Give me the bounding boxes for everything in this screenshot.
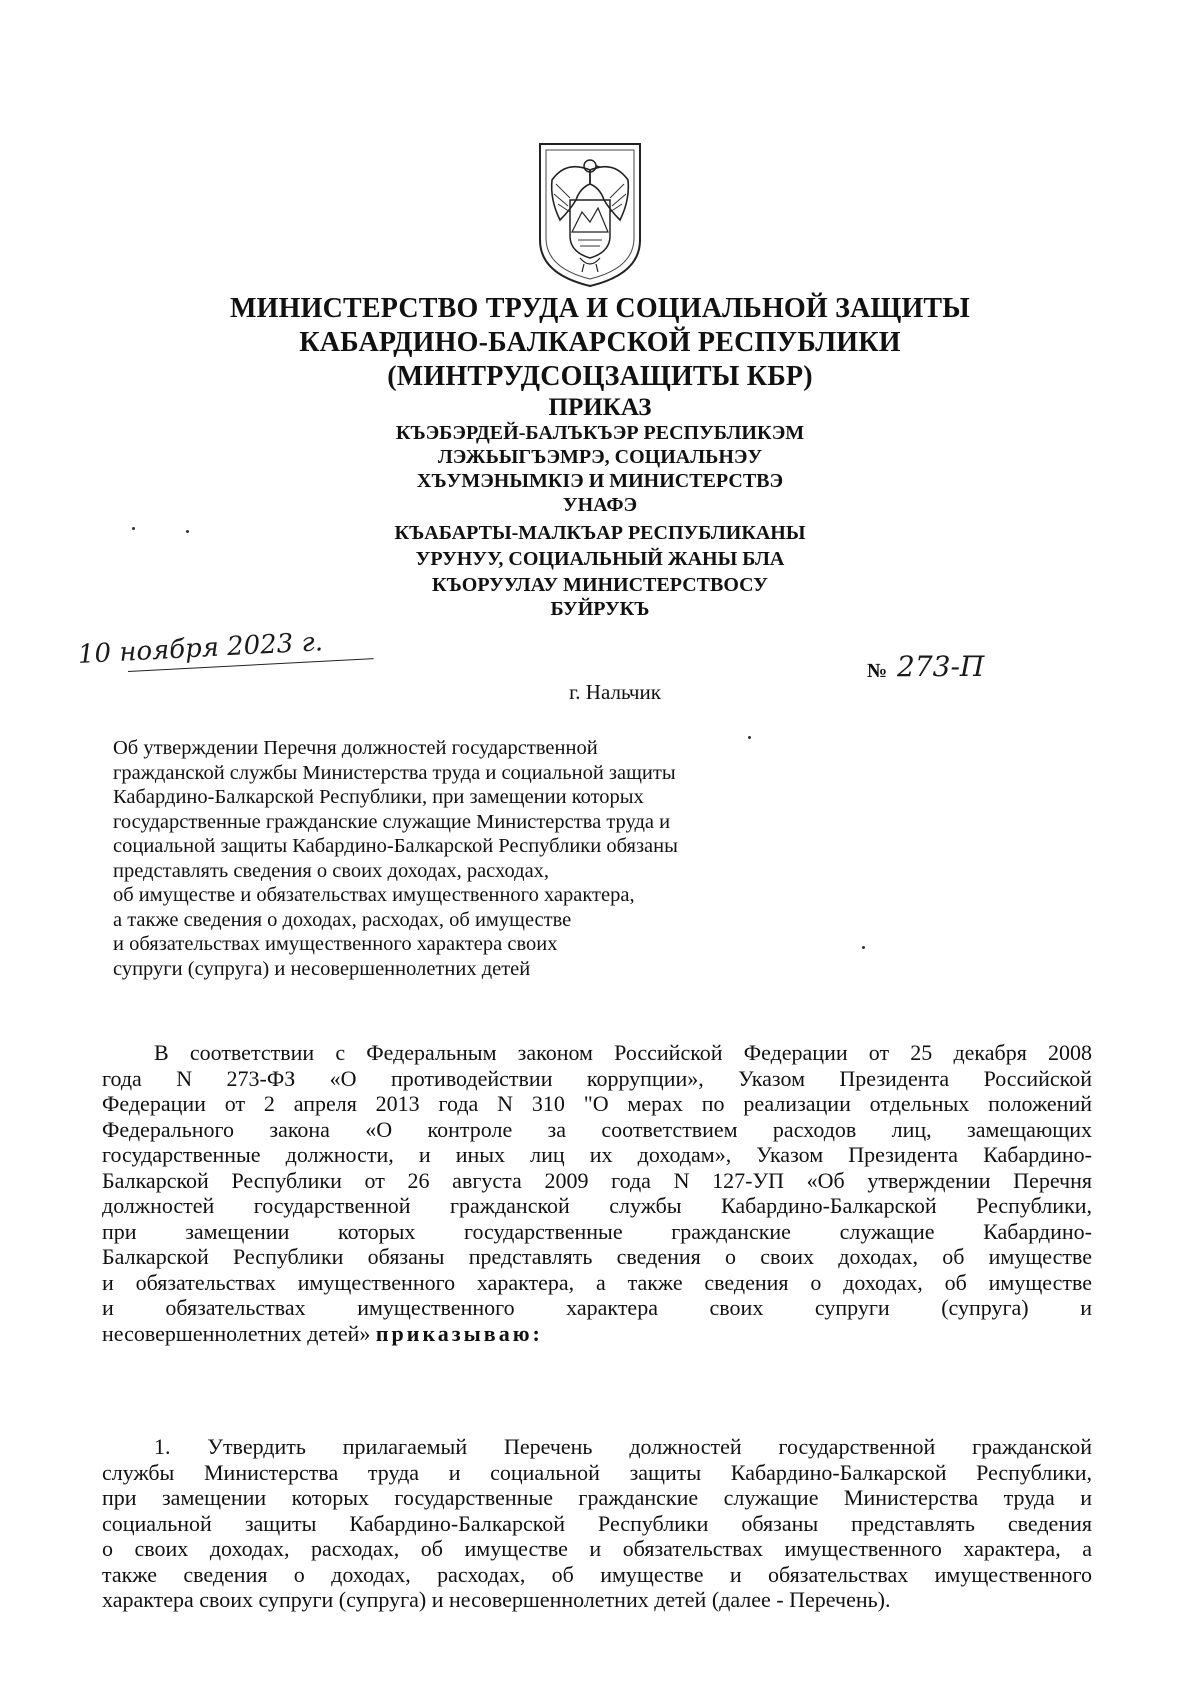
item-1-paragraph (102, 1434, 1092, 1613)
preamble-line: и обязательствах имущественного характера, а также сведения о доходах, об имуществе (102, 1269, 1092, 1295)
subject-line: представлять сведения о своих доходах, расходах, (113, 859, 550, 882)
item-1-line: социальной защиты Кабардино-Балкарской Республики обязаны представлять сведения (102, 1510, 1092, 1536)
org-name-kab-line: ЛЭЖЬЫГЪЭМРЭ, СОЦИАЛЬНЭУ (437, 446, 763, 468)
subject-line: Кабардино-Балкарской Республики, при замещении которых (113, 786, 644, 808)
coat-of-arms-emblem (536, 140, 644, 288)
preamble-paragraph (102, 1040, 1092, 1346)
preamble-line: Балкарской Республики от 26 августа 2009 года N 127-УП «Об утверждении Перечня (102, 1167, 1092, 1193)
subject-line: и обязательствах имущественного характера своих (113, 933, 558, 955)
item-1-line: при замещении которых государственные гражданские служащие Министерства труда и (102, 1485, 1092, 1510)
item-1-line: также сведения о доходах, расходах, об имуществе и обязательствах имущественного (102, 1561, 1092, 1587)
order-date: 10 ноября 2023 г. (77, 627, 324, 670)
org-name-kabardian (300, 421, 900, 517)
org-name-balkar (300, 520, 900, 598)
preamble-line: Балкарской Республики обязаны представлять сведения о своих доходах, об имуществе (102, 1244, 1092, 1269)
subject-line: об имуществе и обязательствах имущественного характера, (113, 884, 635, 906)
preamble-line: и обязательствах имущественного характера своих супруги (супруга) и (102, 1295, 1092, 1320)
preamble-line: при замещении которых государственные гражданские служащие Кабардино- (102, 1218, 1092, 1244)
preamble-line: Федерации от 2 апреля 2013 года N 310 "О мерах по реализации отдельных положений (102, 1091, 1092, 1116)
item-1-line: службы Министерства труда и социальной защиты Кабардино-Балкарской Республики, (102, 1459, 1092, 1485)
scan-speck (748, 736, 751, 739)
decree-word: приказываю (375, 1320, 533, 1346)
scan-speck (132, 527, 135, 530)
subject-line: супруги (супруга) и несовершеннолетних детей (113, 957, 531, 980)
subject-line: социальной защиты Кабардино-Балкарской Республики обязаны (113, 835, 678, 857)
preamble-line: несовершеннолетних детей» (102, 1320, 371, 1346)
item-1-line: 1. Утвердить прилагаемый Перечень должностей государственной гражданской (154, 1434, 1092, 1459)
order-title: ПРИКАЗ (548, 394, 652, 421)
subject-line: а также сведения о доходах, расходах, об имуществе (113, 908, 572, 931)
scan-speck (186, 530, 189, 533)
item-1-line: характера своих супруги (супруга) и несовершеннолетних детей (далее - Перечень). (102, 1587, 891, 1612)
order-number-label: № (867, 660, 888, 682)
order-number: 273-П (897, 650, 985, 683)
org-name-bal-line: КЪОРУУЛАУ МИНИСТЕРСТВОСУ (432, 574, 768, 596)
org-name-bal-line: КЪАБАРТЫ-МАЛКЪАР РЕСПУБЛИКАНЫ (394, 522, 806, 544)
org-name-ru-line: КАБАРДИНО-БАЛКАРСКОЙ РЕСПУБЛИКИ (299, 327, 901, 358)
order-city: г. Нальчик (569, 680, 661, 704)
org-name-bal-line: УРУНУУ, СОЦИАЛЬНЫЙ ЖАНЫ БЛА (415, 548, 785, 570)
org-name-kab-line: ХЪУМЭНЫМКIЭ И МИНИСТЕРСТВЭ (416, 470, 784, 492)
org-name-ru-line: МИНИСТЕРСТВО ТРУДА И СОЦИАЛЬНОЙ ЗАЩИТЫ (230, 293, 970, 324)
subject-line: гражданской службы Министерства труда и социальной защиты (113, 761, 676, 784)
org-name-kab-line: УНАФЭ (562, 494, 638, 516)
preamble-line: В соответствии с Федеральным законом Российской Федерации от 25 декабря 2008 (154, 1040, 1092, 1065)
org-name-russian (200, 292, 1000, 394)
decree-colon: : (532, 1320, 540, 1346)
preamble-line: государственные должности, и иных лиц их доходам», Указом Президента Кабардино- (102, 1142, 1092, 1167)
preamble-line: года N 273-ФЗ «О противодействии коррупции», Указом Президента Российской (102, 1065, 1092, 1091)
subject-line: государственные гражданские служащие Министерства труда и (113, 810, 671, 833)
order-title-balkar: БУЙРУКЪ (550, 598, 650, 620)
order-subject (113, 736, 793, 981)
item-1-line: о своих доходах, расходах, об имуществе и обязательствах имущественного характера, а (102, 1536, 1092, 1561)
scan-speck (862, 946, 865, 949)
org-name-kab-line: КЪЭБЭРДЕЙ-БАЛЪКЪЭР РЕСПУБЛИКЭМ (395, 422, 805, 444)
preamble-line: должностей государственной гражданской службы Кабардино-Балкарской Республики, (102, 1193, 1092, 1218)
preamble-line: Федерального закона «О контроле за соответствием расходов лиц, замещающих (102, 1116, 1092, 1142)
subject-line: Об утверждении Перечня должностей государственной (113, 737, 598, 759)
org-name-ru-line: (МИНТРУДСОЦЗАЩИТЫ КБР) (387, 361, 813, 392)
